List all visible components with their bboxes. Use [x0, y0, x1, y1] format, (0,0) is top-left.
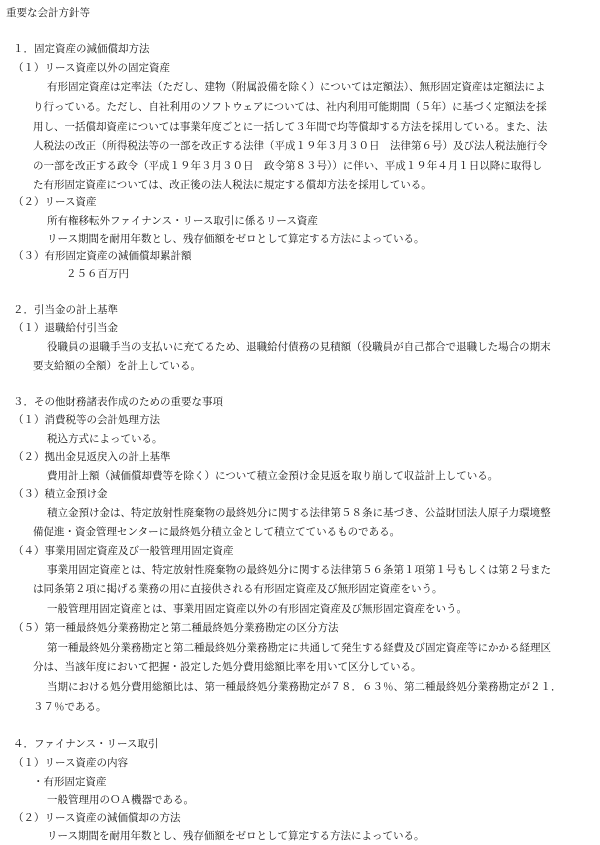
section-4-heading: ４．ファイナンス・リース取引 — [13, 738, 159, 750]
paragraph-line: 税込方式によっている。 — [47, 433, 163, 445]
paragraph-line: 一般管理用固定資産とは、事業用固定資産以外の有形固定資産及び無形固定資産をいう。 — [47, 603, 467, 615]
paragraph-line: 要支給額の全額）を計上している。 — [33, 360, 201, 372]
section-1-heading: １．固定資産の減価償却方法 — [13, 43, 150, 55]
section-3-3-heading: （３）積立金預け金 — [13, 488, 108, 500]
paragraph-line: 備促進・資金管理センターに最終処分積立金として積立てているものである。 — [33, 526, 401, 538]
section-3-4-heading: （４）事業用固定資産及び一般管理用固定資産 — [13, 545, 234, 557]
paragraph-line: 分は、当該年度において把握・設定した処分費用総額比率を用いて区分している。 — [33, 661, 422, 673]
paragraph-line: 積立金預け金は、特定放射性廃棄物の最終処分に関する法律第５８条に基づき、公益財団法人原子力環境整 — [47, 507, 551, 519]
paragraph-line: り行っている。ただし、自社利用のソフトウェアについては、社内利用可能期間（５年）に基づく定額法を採 — [33, 101, 547, 113]
paragraph-line: 所有権移転外ファイナンス・リース取引に係るリース資産 — [47, 215, 318, 227]
paragraph-line: 一般管理用のＯＡ機器である。 — [47, 794, 194, 806]
section-3-1-heading: （１）消費税等の会計処理方法 — [13, 414, 160, 426]
section-2-heading: ２．引当金の計上基準 — [13, 304, 118, 316]
section-3-heading: ３．その他財務諸表作成のための重要な事項 — [13, 396, 223, 408]
paragraph-line: 費用計上額（減価償却費等を除く）について積立金預け金見返を取り崩して収益計上している。 — [47, 470, 499, 482]
paragraph-line: 第一種最終処分業務勘定と第二種最終処分業務勘定に共通して発生する経費及び固定資産等にかかる経理区 — [47, 642, 551, 654]
section-4-2-heading: （２）リース資産の減価償却の方法 — [13, 812, 181, 824]
section-3-5-heading: （５）第一種最終処分業務勘定と第二種最終処分業務勘定の区分方法 — [13, 622, 339, 634]
paragraph-line: の一部を改正する政令（平成１９年３月３０日 政令第８３号））に伴い、平成１９年４月１日以降に取得し — [33, 160, 543, 172]
paragraph-line: は同条第２項に掲げる業務の用に直接供される有形固定資産及び無形固定資産をいう。 — [33, 583, 443, 595]
section-1-3-heading: （３）有形固定資産の減価償却累計額 — [13, 250, 192, 262]
document-title: 重要な会計方針等 — [6, 7, 90, 19]
paragraph-line: 当期における処分費用総額比は、第一種最終処分業務勘定が７８．６３％、第二種最終処分業務勘定が２１． — [47, 681, 562, 693]
section-3-2-heading: （２）拠出金見返戻入の計上基準 — [13, 451, 171, 463]
paragraph-line: 事業用固定資産とは、特定放射性廃棄物の最終処分に関する法律第５６条第１項第１号もしくは第２号また — [47, 564, 551, 576]
paragraph-line: 人税法の改正（所得税法等の一部を改正する法律（平成１９年３月３０日 法律第６号）及び法人税法施行令 — [33, 140, 548, 152]
section-4-1-heading: （１）リース資産の内容 — [13, 757, 128, 769]
paragraph-line: た有形固定資産については、改正後の法人税法に規定する償却方法を採用している。 — [33, 179, 432, 191]
paragraph-line: リース期間を耐用年数とし、残存価額をゼロとして算定する方法によっている。 — [47, 233, 425, 245]
bullet-item: ・有形固定資産 — [33, 776, 107, 788]
paragraph-line: リース期間を耐用年数とし、残存価額をゼロとして算定する方法によっている。 — [47, 830, 425, 842]
paragraph-line: 役職員の退職手当の支払いに充てるため、退職給付債務の見積額（役職員が自己都合で退職した場合の期末 — [47, 341, 551, 353]
paragraph-line: ３７％である。 — [33, 701, 107, 713]
paragraph-line: 有形固定資産は定率法（ただし、建物（附属設備を除く）については定額法）、無形固定資産は定額法によ — [47, 81, 546, 93]
section-2-1-heading: （１）退職給付引当金 — [13, 322, 118, 334]
paragraph-line: 用し、一括償却資産については事業年度ごとに一括して３年間で均等償却する方法を採用している。また、法 — [33, 121, 548, 133]
depreciation-total-value: ２５６百万円 — [66, 268, 129, 280]
section-1-1-heading: （１）リース資産以外の固定資産 — [13, 62, 170, 74]
section-1-2-heading: （２）リース資産 — [13, 196, 97, 208]
